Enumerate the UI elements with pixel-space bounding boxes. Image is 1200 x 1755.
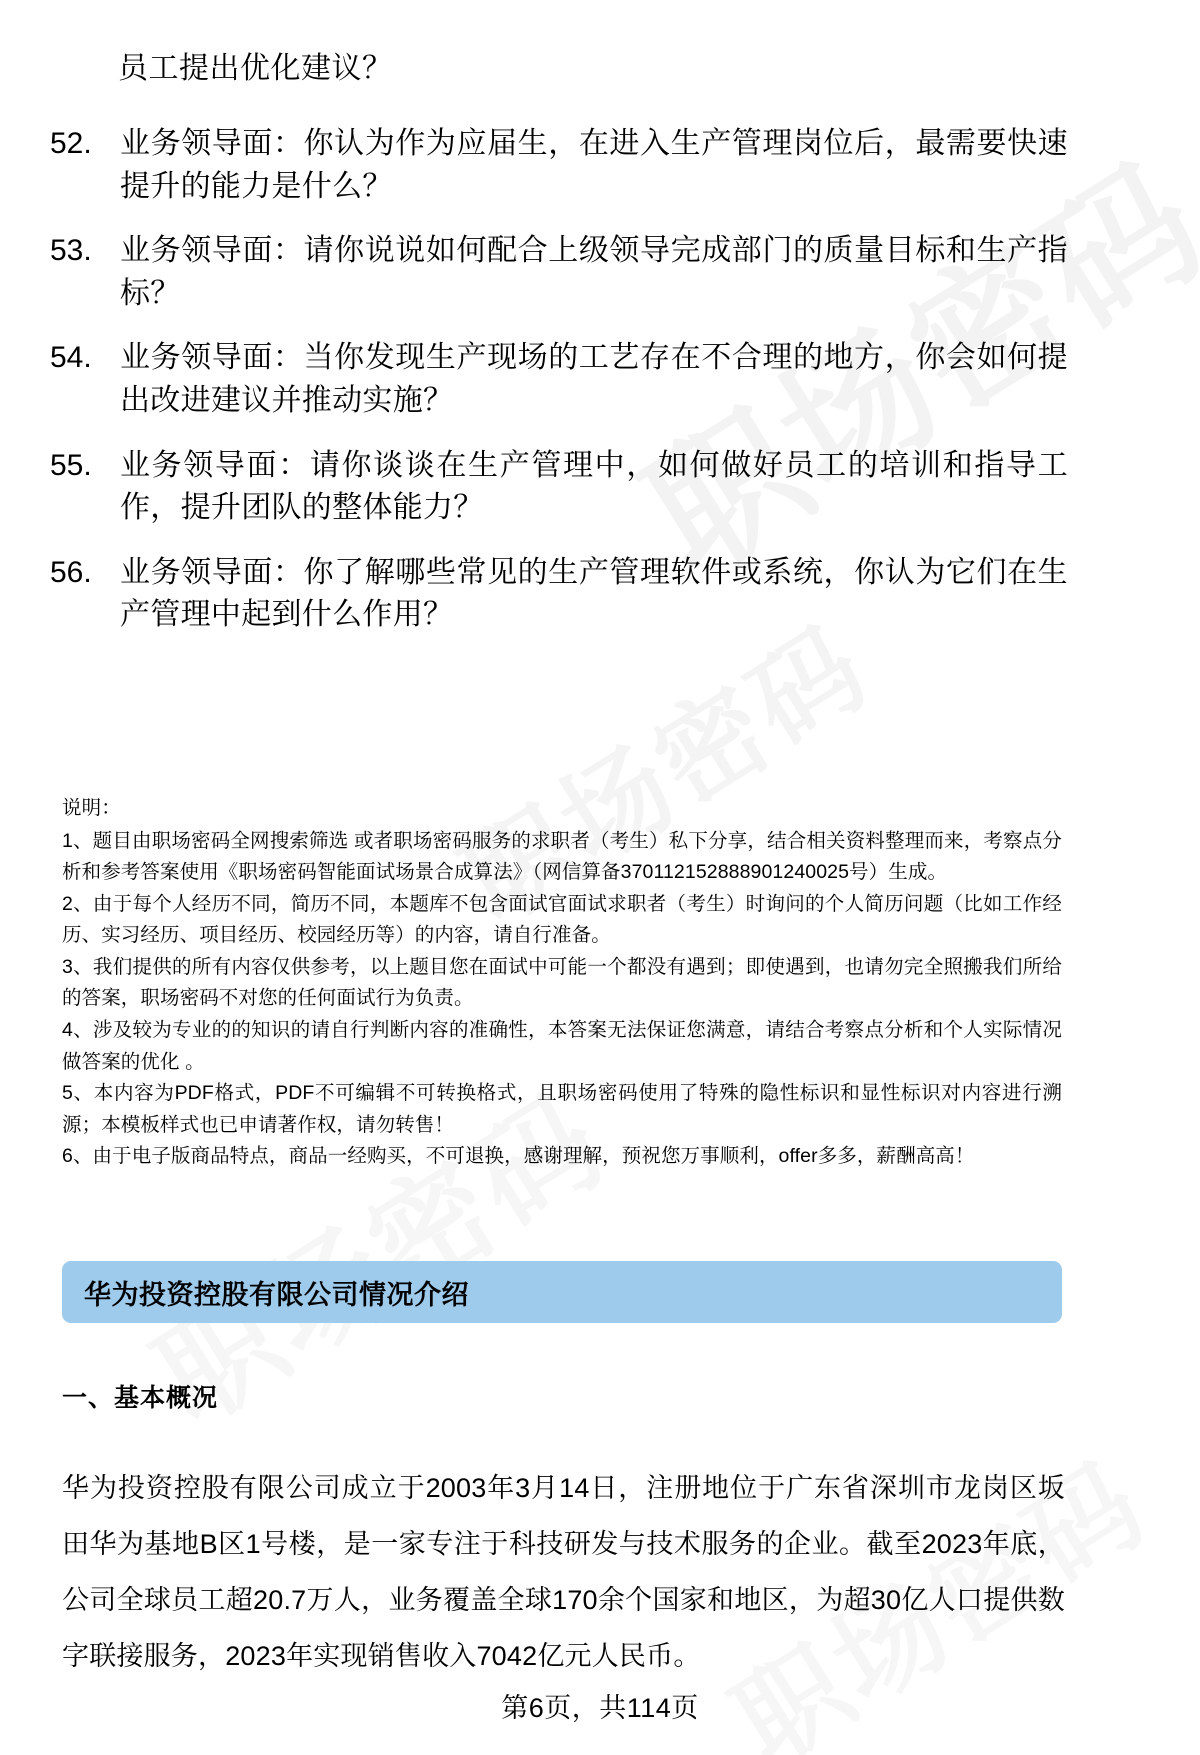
question-text: 业务领导面：你了解哪些常见的生产管理软件或系统，你认为它们在生产管理中起到什么作用？ (120, 555, 1068, 632)
section-paragraph: 华为投资控股有限公司成立于2003年3月14日，注册地位于广东省深圳市龙岗区坂田华为基地B区1号楼，是一家专注于科技研发与技术服务的企业。截至2023年底，公司全球员工超20.7万人，业务覆盖全球170余个国家和地区，为超30亿人口提供数字联接服务，2023年实现销售收入7042亿元人民币。 (62, 1473, 1065, 1672)
note-item: 5、本内容为PDF格式，PDF不可编辑不可转换格式，且职场密码使用了特殊的隐性标识和显性标识对内容进行溯源；本模板样式也已申请著作权，请勿转售！ (62, 1082, 1062, 1136)
question-text: 业务领导面：当你发现生产现场的工艺存在不合理的地方，你会如何提出改进建议并推动实施？ (120, 341, 1068, 417)
continued-question-text: 员工提出优化建议？ (118, 52, 393, 85)
question-item (48, 230, 1068, 315)
question-text: 业务领导面：你认为作为应届生，在进入生产管理岗位后，最需要快速提升的能力是什么？ (120, 127, 1068, 203)
question-number: 54. (50, 341, 92, 375)
question-number: 53. (50, 234, 92, 268)
note-item: 3、我们提供的所有内容仅供参考，以上题目您在面试中可能一个都没有遇到；即使遇到，也请勿完全照搬我们所给的答案，职场密码不对您的任何面试行为负责。 (62, 955, 1062, 1010)
notes-block (62, 793, 1062, 1173)
question-item (48, 337, 1068, 422)
question-item (48, 123, 1068, 208)
page-number-footer: 第6页，共114页 (501, 1693, 699, 1723)
note-item: 2、由于每个人经历不同，简历不同，本题库不包含面试官面试求职者（考生）时询问的个人简历问题（比如工作经历、实习经历、项目经历、校园经历等）的内容，请自行准备。 (62, 892, 1062, 947)
company-banner (62, 1261, 1062, 1323)
question-text: 业务领导面：请你谈谈在生产管理中，如何做好员工的培训和指导工作，提升团队的整体能力？ (120, 448, 1068, 525)
question-number: 56. (50, 555, 92, 589)
question-number: 55. (50, 448, 92, 482)
notes-title: 说明： (62, 797, 121, 819)
question-text: 业务领导面：请你说说如何配合上级领导完成部门的质量目标和生产指标？ (120, 234, 1068, 310)
note-item: 1、题目由职场密码全网搜索筛选 或者职场密码服务的求职者（考生）私下分享，结合相关资料整理而来，考察点分析和参考答案使用《职场密码智能面试场景合成算法》（网信算备370112152888901240025号）生成。 (62, 829, 1062, 884)
note-item: 4、涉及较为专业的的知识的请自行判断内容的准确性，本答案无法保证您满意，请结合考察点分析和个人实际情况做答案的优化 。 (62, 1019, 1062, 1073)
question-item (48, 445, 1068, 530)
note-item: 6、由于电子版商品特点，商品一经购买，不可退换，感谢理解，预祝您万事顺利，offer多多，薪酬高高！ (62, 1145, 975, 1168)
question-item (48, 552, 1068, 637)
question-number: 52. (50, 127, 92, 160)
company-banner-title: 华为投资控股有限公司情况介绍 (84, 1279, 469, 1310)
question-list (48, 123, 1068, 659)
section-heading: 一、基本概况 (62, 1384, 219, 1412)
